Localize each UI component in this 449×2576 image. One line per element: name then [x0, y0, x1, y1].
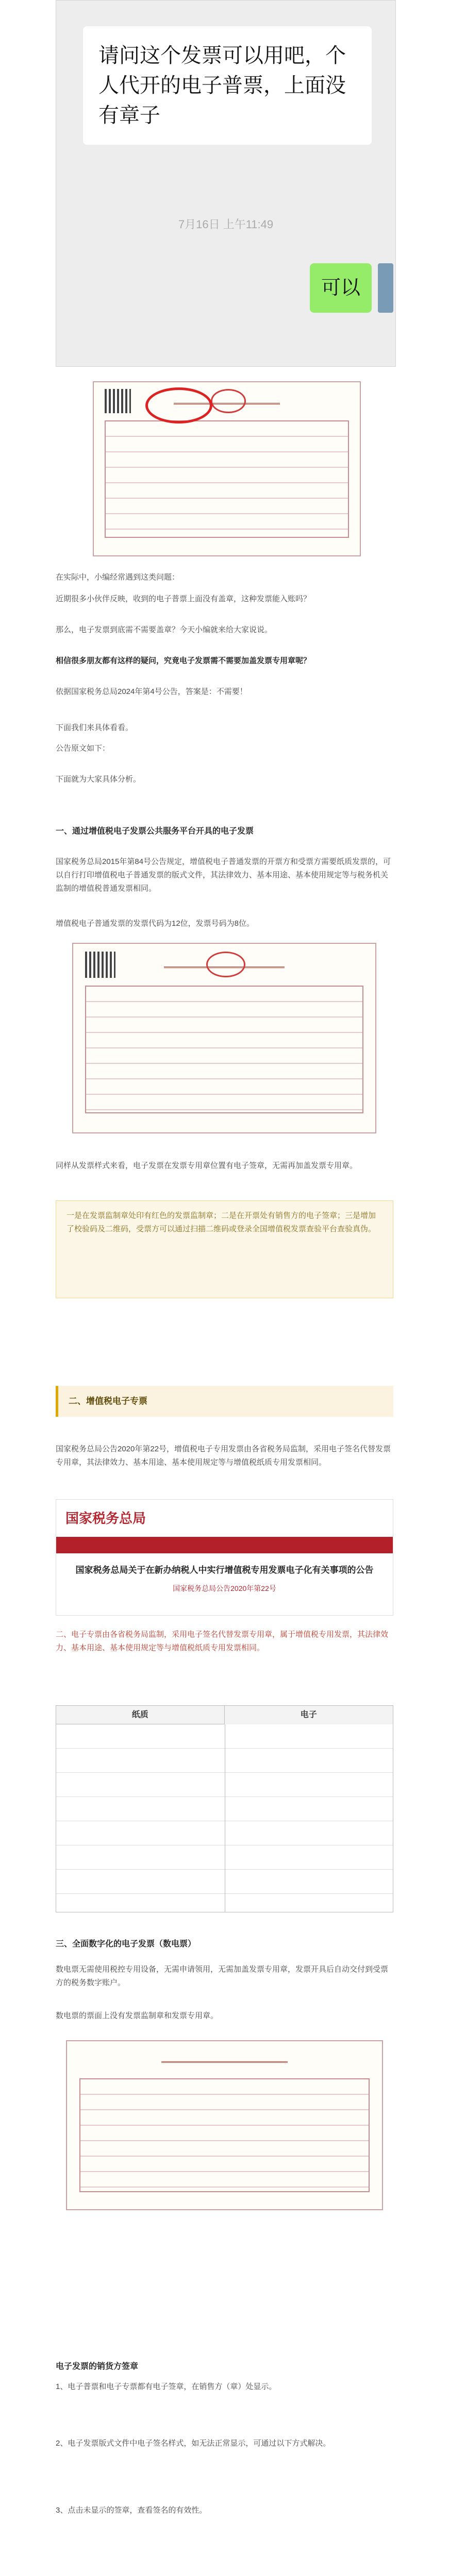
paragraph: 那么，电子发票到底需不需要盖章？今天小编就来给大家说说。: [56, 625, 273, 634]
qr-code-icon: [85, 952, 115, 978]
invoice-seal-icon: [206, 952, 245, 977]
invoice-image-2: [72, 943, 376, 1133]
paragraph: 3、点击未显示的签章，查看签名的有效性。: [56, 2506, 207, 2515]
announcement-number: 国家税务总局公告2020年第22号: [173, 1584, 276, 1592]
paragraph: 相信很多朋友都有这样的疑问，究竟电子发票需不需要加盖发票专用章呢？: [56, 656, 311, 665]
invoice-table: [85, 986, 363, 1114]
paragraph-highlight: 二、电子专票由各省税务局监制，采用电子签名代替发票专用章，属于增值税专用发票，其法律效力、基本用途、基本使用规定等与增值税纸质专用发票相同。: [56, 1630, 389, 1652]
section-heading: 三、全面数字化的电子发票（数电票）: [56, 1940, 196, 1948]
section-heading: 电子发票的销货方签章: [56, 2362, 139, 2371]
invoice-table: [105, 420, 350, 538]
announcement-title: 国家税务总局关于在新办纳税人中实行增值税专用发票电子化有关事项的公告: [75, 1565, 374, 1575]
chat-timestamp: 7月16日 上午11:49: [178, 218, 274, 231]
invoice-image-3: [66, 2040, 383, 2210]
chat-avatar: [378, 263, 393, 313]
chat-reply-bubble: 可以: [310, 263, 372, 313]
paragraph: 同样从发票样式来看，电子发票在发票专用章位置有电子签章，无需再加盖发票专用章。: [56, 1161, 358, 1170]
section-heading: 一、通过增值税电子发票公共服务平台开具的电子发票: [56, 827, 254, 836]
table-header-electronic: 电子: [225, 1706, 393, 1725]
paragraph: 1、电子普票和电子专票都有电子签章，在销售方（章）处显示。: [56, 2382, 277, 2391]
paragraph: 依据国家税务总局2024年第4号公告，答案是：不需要！: [56, 687, 247, 696]
qr-code-icon: [105, 389, 131, 413]
paragraph: 国家税务总局2015年第84号公告规定，增值税电子普通发票的开票方和受票方需要纸质发票的，可以自行打印增值税电子普通发票的版式文件，其法律效力、基本用途、基本使用规定等与税务机关监制的增值税普通发票相同。: [56, 857, 391, 893]
invoice-table: [79, 2078, 369, 2193]
paragraph: 数电票的票面上没有发票监制章和发票专用章。: [56, 2011, 219, 2020]
highlight-circle: [145, 387, 212, 423]
table-header-paper: 纸质: [56, 1706, 225, 1724]
comparison-table: [56, 1705, 393, 1912]
paragraph: 下面我们来具体看看。: [56, 723, 134, 732]
paragraph: 近期很多小伙伴反映，收到的电子普票上面没有盖章，这种发票能入账吗？: [56, 595, 311, 603]
tax-bureau-banner: [56, 1499, 393, 1616]
paragraph: 下面就为大家具体分析。: [56, 775, 141, 784]
chat-screenshot: [56, 0, 396, 367]
chat-question-bubble: 请问这个发票可以用吧，个人代开的电子普票，上面没有章子: [83, 26, 372, 145]
paragraph: 公告原文如下：: [56, 744, 110, 753]
paragraph: 在实际中，小编经常遇到这类问题：: [56, 573, 180, 582]
tax-nav-bar: [56, 1537, 393, 1553]
invoice-title-line: [161, 2049, 287, 2063]
tax-bureau-logo-text: 国家税务总局: [65, 1511, 146, 1526]
section-banner: 二、增值税电子专票: [56, 1386, 393, 1417]
paragraph: 数电票无需使用税控专用设备，无需申请领用，无需加盖发票专用章，发票开具后自动交付到受票方的税务数字账户。: [56, 1965, 389, 1987]
paragraph: 增值税电子普通发票的发票代码为12位，发票号码为8位。: [56, 919, 255, 928]
paragraph: 2、电子发票版式文件中电子签名样式，如无法正常显示，可通过以下方式解决。: [56, 2439, 331, 2448]
highlight-quote: 一是在发票监制章处印有红色的发票监制章；二是在开票处有销售方的电子签章；三是增加了校验码及二维码，受票方可以通过扫描二维码或登录全国增值税发票查验平台查验真伪。: [56, 1200, 393, 1298]
paragraph: 国家税务总局公告2020年第22号，增值税电子专用发票由各省税务局监制，采用电子签名代替发票专用章，其法律效力、基本用途、基本使用规定等与增值税纸质专用发票相同。: [56, 1445, 391, 1467]
invoice-seal-icon: [211, 389, 246, 413]
invoice-image-1: [93, 381, 361, 556]
